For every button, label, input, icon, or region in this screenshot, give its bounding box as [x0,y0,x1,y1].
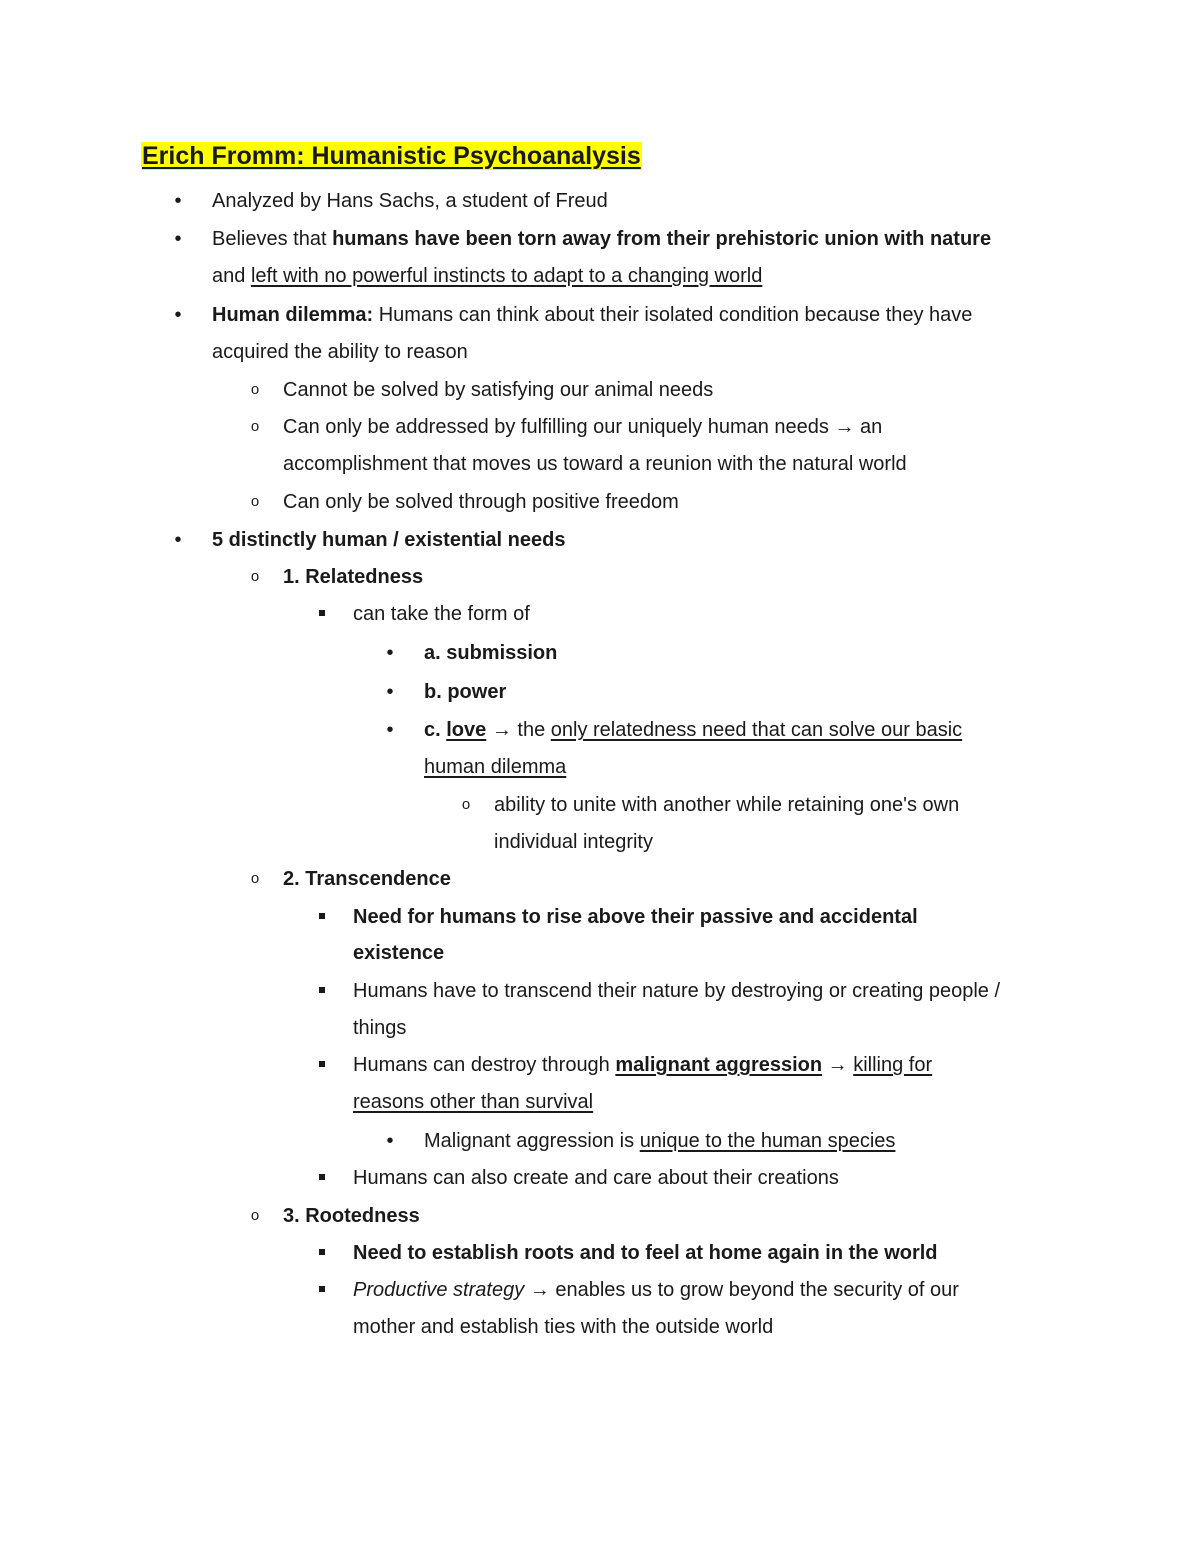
bold-text: humans have been torn away from their prehistoric union with nature [332,228,992,250]
bold-underlined-text: malignant aggression [615,1054,823,1076]
text-span: the [511,719,551,741]
list-item [212,302,972,328]
bullet-icon [170,188,186,214]
square-bullet-icon [314,978,330,1004]
list-item [353,1052,932,1078]
underlined-text: killing for [853,1054,933,1076]
list-item: Can only be solved through positive freedom [283,491,679,513]
circle-bullet-icon: o [250,493,260,510]
circle-bullet-icon: o [250,1207,260,1224]
arrow-icon: → [827,1054,848,1076]
bullet-icon [170,226,186,252]
list-item-continuation: things [353,1017,407,1039]
list-item: Need to establish roots and to feel at home again in the world [353,1242,938,1264]
list-item [424,717,962,743]
arrow-icon: → [529,1279,550,1301]
list-item-continuation: human dilemma [424,756,567,778]
bullet-icon [170,527,186,553]
list-item: ability to unite with another while retaining one's own [494,794,960,816]
square-bullet-icon [314,601,330,627]
square-bullet-icon [314,1052,330,1078]
bullet-icon [170,302,186,328]
list-item [353,1277,959,1303]
list-item: a. submission [424,642,558,664]
circle-bullet-icon: o [250,568,260,585]
section-heading-relatedness: 1. Relatedness [283,566,424,588]
list-item: b. power [424,681,507,703]
text-span: an [854,416,883,438]
list-item: Analyzed by Hans Sachs, a student of Freud [212,190,608,212]
square-bullet-icon [314,904,330,930]
title-highlight: Erich Fromm: Humanistic Psychoanalysis [142,142,641,170]
list-item: Need for humans to rise above their passive and accidental [353,906,918,928]
list-item-continuation: existence [353,942,445,964]
underlined-text: unique to the human species [639,1130,896,1152]
section-heading-rootedness: 3. Rootedness [283,1205,420,1227]
underlined-text: only relatedness need that can solve our basic [550,719,963,741]
list-item: Cannot be solved by satisfying our animal needs [283,379,714,401]
list-item-continuation: acquired the ability to reason [212,341,468,363]
list-item: can take the form of [353,603,530,625]
list-item: Humans can also create and care about their creations [353,1167,839,1189]
square-bullet-icon [314,1165,330,1191]
bold-underlined-text: love [446,719,487,741]
list-item-continuation [212,263,762,289]
text-span: and [212,265,251,287]
document-title [141,140,642,173]
text-span: Can only be addressed by fulfilling our uniquely human needs [283,416,835,438]
list-item-continuation: reasons other than survival [353,1091,594,1113]
bullet-icon [382,1128,398,1154]
list-item [424,1128,895,1154]
bold-text: Human dilemma: [212,304,374,326]
underlined-text: left with no powerful instincts to adapt to a changing world [250,265,763,287]
circle-bullet-icon: o [461,796,471,813]
bold-text: c. [424,719,447,741]
bullet-icon [382,679,398,705]
arrow-icon: → [491,719,512,741]
text-span: enables us to grow beyond the security of our [549,1279,959,1301]
bullet-icon [382,717,398,743]
list-item: 5 distinctly human / existential needs [212,529,566,551]
text-span: Humans can think about their isolated condition because they have [373,304,973,326]
list-item-continuation: individual integrity [494,831,653,853]
text-span: Believes that [212,228,333,250]
list-item [212,226,991,252]
circle-bullet-icon: o [250,870,260,887]
list-item [283,414,882,440]
list-item-continuation: accomplishment that moves us toward a reunion with the natural world [283,453,907,475]
bullet-icon [382,640,398,666]
square-bullet-icon [314,1277,330,1303]
text-span: Malignant aggression is [424,1130,640,1152]
italic-text: Productive strategy [353,1279,525,1301]
arrow-icon: → [834,416,855,438]
circle-bullet-icon: o [250,418,260,435]
text-span: Humans can destroy through [353,1054,616,1076]
section-heading-transcendence: 2. Transcendence [283,868,451,890]
circle-bullet-icon: o [250,381,260,398]
list-item: Humans have to transcend their nature by destroying or creating people / [353,980,1001,1002]
list-item-continuation: mother and establish ties with the outside world [353,1316,774,1338]
square-bullet-icon [314,1240,330,1266]
